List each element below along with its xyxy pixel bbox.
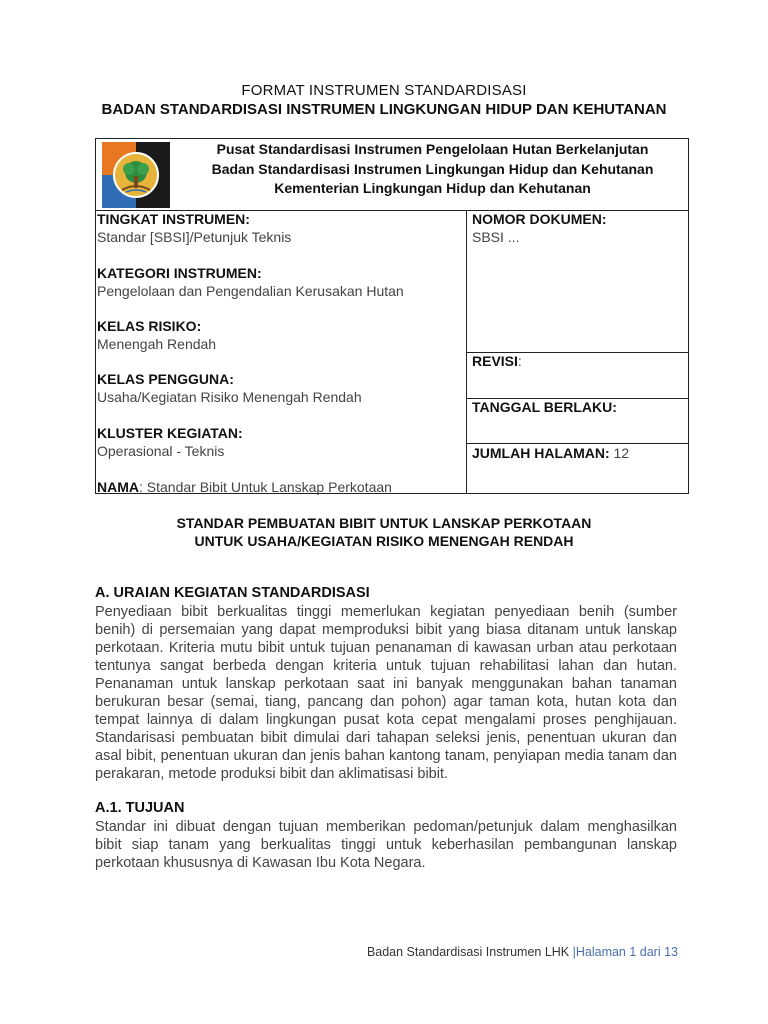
kluster-value: Operasional - Teknis [97,443,225,459]
nomor-label: NOMOR DOKUMEN: [472,211,607,227]
jumlah-label: JUMLAH HALAMAN: [472,445,610,461]
doc-title-line-2: UNTUK USAHA/KEGIATAN RISIKO MENENGAH RENDAH [194,533,574,549]
revisi-label: REVISI [472,353,518,369]
klhk-logo-icon [102,142,170,208]
tingkat-value: Standar [SBSI]/Petunjuk Teknis [97,229,292,245]
nomor-value: SBSI ... [472,229,520,245]
jumlah-value: 12 [609,445,630,461]
nama-row [97,479,392,495]
doc-title-line-1: STANDAR PEMBUATAN BIBIT UNTUK LANSKAP PERKOTAAN [176,515,592,531]
divider-jumlah [466,443,689,444]
kelas-pengguna-label: KELAS PENGGUNA: [97,371,234,387]
kluster-label: KLUSTER KEGIATAN: [97,425,243,441]
tanggal-label: TANGGAL BERLAKU: [472,399,617,415]
agency-header: BADAN STANDARDISASI INSTRUMEN LINGKUNGAN HIDUP DAN KEHUTANAN [101,101,667,118]
org-line-2: Badan Standardisasi Instrumen Lingkungan Hidup dan Kehutanan [211,160,654,177]
format-header: FORMAT INSTRUMEN STANDARDISASI [241,82,527,99]
jumlah-row [472,445,629,461]
kelas-risiko-value: Menengah Rendah [97,336,217,352]
kategori-value: Pengelolaan dan Pengendalian Kerusakan Hutan [97,283,404,299]
section-a1-body: Standar ini dibuat dengan tujuan memberikan pedoman/petunjuk dalam menghasilkan bibit siap tanam yang berkualitas tinggi untuk keberhasilan pembangunan lanskap perkotaan khususnya di Kawasan Ibu Kota Negara. [95,819,677,871]
revisi-row [472,353,522,369]
kelas-pengguna-value: Usaha/Kegiatan Risiko Menengah Rendah [97,389,362,405]
footer-page-number: |Halaman 1 dari 13 [572,945,678,959]
org-line-3: Kementerian Lingkungan Hidup dan Kehutanan [274,180,591,196]
nama-value: : Standar Bibit Untuk Lanskap Perkotaan [139,479,392,495]
tingkat-label: TINGKAT INSTRUMEN: [97,211,250,227]
footer-org: Badan Standardisasi Instrumen LHK [366,945,573,959]
section-a-body: Penyediaan bibit berkualitas tinggi memerlukan kegiatan penyediaan benih (sumber benih) di persemaian yang dapat memproduksi bibit yang biasa ditanam untuk lanskap perkotaan. Kriteria mutu bibit untuk tujuan penanaman di kawasan urban atau perkotaan tentunya sangat berbeda dengan kriteria untuk tujuan rehabilitasi lahan dan hutan. Penanaman untuk lanskap perkotaan saat ini banyak menggunakan bahan tanaman berukuran besar (semai, tiang, pancang dan pohon) agar taman kota, hutan kota dan tempat lainnya di dalam lingkungan pusat kota cepat mengalami proses penghijauan. Standarisasi pembuatan bibit dimulai dari tahapan seleksi jenis, penentuan ukuran dan asal bibit, penentuan ukuran dan jenis bahan kantong tanam, penyiapan media tanam dan perakaran, metode produksi bibit dan aklimatisasi bibit. [95,604,677,782]
org-title [180,140,685,199]
org-line-1: Pusat Standardisasi Instrumen Pengelolaan Hutan Berkelanjutan [216,141,649,157]
section-a1-heading: A.1. TUJUAN [95,800,185,816]
kategori-label: KATEGORI INSTRUMEN: [97,265,262,281]
nama-label: NAMA [97,479,139,495]
kelas-risiko-label: KELAS RISIKO: [97,318,202,334]
section-a-heading: A. URAIAN KEGIATAN STANDARDISASI [95,585,370,601]
page-footer [367,945,678,959]
revisi-value: : [517,353,522,369]
